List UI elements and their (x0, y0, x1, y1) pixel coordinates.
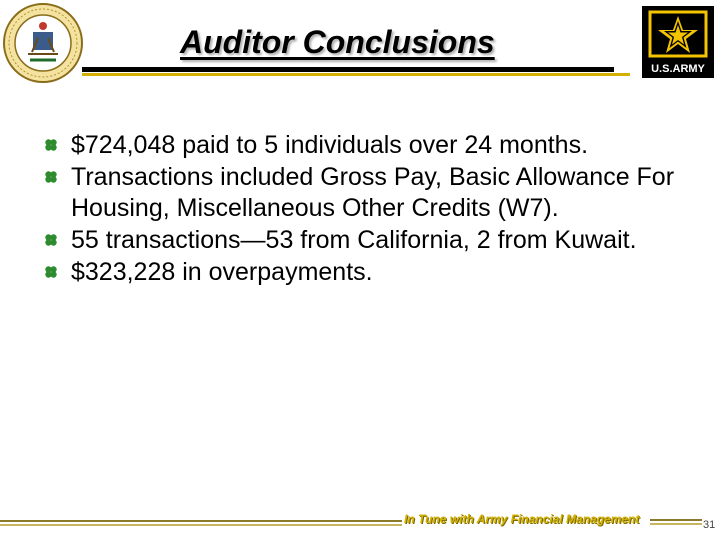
footer-rule-right (650, 519, 702, 521)
footer-tagline: In Tune with Army Financial Management (404, 512, 640, 526)
footer-rule-accent (0, 524, 402, 526)
diamond-bullet-icon (44, 170, 58, 184)
list-item (44, 225, 684, 256)
title-rule (82, 67, 614, 72)
army-seal-icon (2, 2, 84, 84)
list-item (44, 162, 684, 224)
bullet-text: 55 transactions—53 from California, 2 from Kuwait. (71, 226, 637, 254)
footer-rule-right-accent (650, 523, 702, 525)
footer-rule (0, 520, 402, 522)
slide-title: Auditor Conclusions (180, 24, 495, 60)
svg-text:U.S.ARMY: U.S.ARMY (651, 63, 705, 75)
list-item (44, 130, 684, 161)
list-item (44, 257, 684, 288)
diamond-bullet-icon (44, 265, 58, 279)
diamond-bullet-icon (44, 138, 58, 152)
page-number: 31 (703, 519, 716, 531)
us-army-logo-icon (642, 6, 714, 78)
title-rule-accent (82, 73, 630, 76)
bullet-text: $323,228 in overpayments. (71, 258, 373, 286)
bullet-text: $724,048 paid to 5 individuals over 24 months. (71, 131, 589, 159)
diamond-bullet-icon (44, 233, 58, 247)
bullet-text: Transactions included Gross Pay, Basic Allowance For Housing, Miscellaneous Other Credits (W7). (71, 163, 675, 222)
bullet-list (44, 130, 684, 289)
